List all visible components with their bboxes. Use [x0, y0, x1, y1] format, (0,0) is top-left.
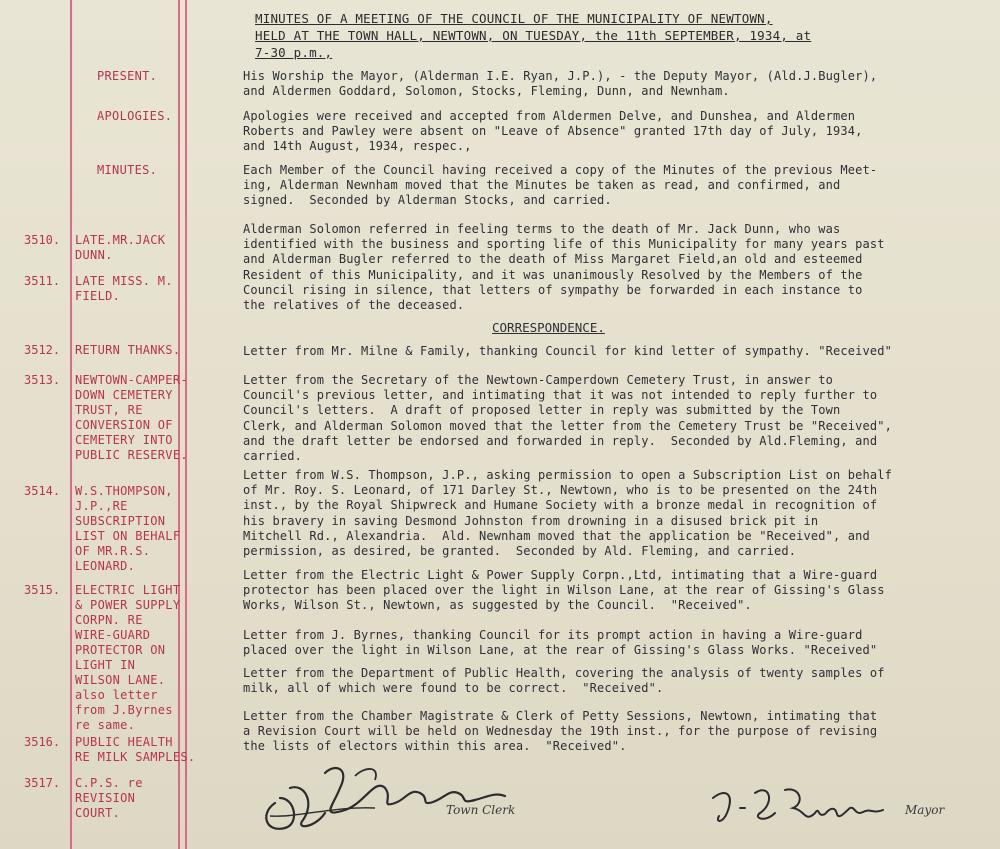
letter-3515-electric: Letter from the Electric Light & Power Supply Corpn.,Ltd, intimating that a Wire-guard protector has been placed over the light in Wilson Lane, at the rear of Gissing's Glass Works, Wilson St., Newtown, as suggested by the Council. "Received". [243, 568, 885, 613]
title-line-2: HELD AT THE TOWN HALL, NEWTOWN, ON TUESDAY, the 11th SEPTEMBER, 1934, at [255, 28, 812, 43]
present-label: PRESENT. [97, 69, 158, 83]
title-line-3: 7-30 p.m., [255, 45, 333, 60]
deaths-text: Alderman Solomon referred in feeling terms to the death of Mr. Jack Dunn, who was identified with the business and sporting life of this Municipality for many years past and Alderman Bugler referred to the death of Miss Margaret Field,an old and esteemed Resident of this Municipality, and it was unanimously Resolved by the Members of the Council rising in silence, that letters of sympathy be forwarded in each instance to the relatives of the deceased. [243, 222, 885, 313]
apologies-text: Apologies were received and accepted from Aldermen Delve, and Dunshea, and Aldermen Roberts and Pawley were absent on "Leave of Absence" granted 17th day of July, 1934, and 14th August, 1934, respec., [243, 109, 863, 154]
item-label-3516: PUBLIC HEALTH RE MILK SAMPLES. [75, 735, 196, 764]
minutes-text: Each Member of the Council having received a copy of the Minutes of the previous Meet- ing, Alderman Newnham moved that the Minutes be taken as read, and confirmed, and signed. Seconded by Alderman Stocks, and carried. [243, 163, 878, 208]
item-label-3511: LATE MISS. M. FIELD. [75, 274, 173, 303]
margin-rule-left [70, 0, 72, 849]
minutes-label: MINUTES. [97, 163, 158, 177]
item-number-3514: 3514. [24, 484, 61, 498]
present-text: His Worship the Mayor, (Alderman I.E. Ryan, J.P.), - the Deputy Mayor, (Ald.J.Bugler), and Aldermen Goddard, Solomon, Stocks, Fleming, Dunn, and Newnham. [243, 69, 878, 99]
apologies-label: APOLOGIES. [97, 109, 173, 123]
item-number-3513: 3513. [24, 373, 61, 387]
minutes-title [255, 10, 895, 61]
item-label-3515: ELECTRIC LIGHT & POWER SUPPLY CORPN. RE WIRE-GUARD PROTECTOR ON LIGHT IN WILSON LANE. also letter from J.Byrnes re same. [75, 583, 181, 732]
letter-3512: Letter from Mr. Milne & Family, thanking Council for kind letter of sympathy. "Received" [243, 344, 892, 358]
item-label-3514: W.S.THOMPSON, J.P.,RE SUBSCRIPTION LIST ON BEHALF OF MR.R.S. LEONARD. [75, 484, 181, 573]
town-clerk-signature [255, 758, 525, 838]
letter-3517: Letter from the Chamber Magistrate & Clerk of Petty Sessions, Newtown, intimating that a Revision Court will be held on Wednesday the 19th inst., for the purpose of revising the lists of electors within this area. "Received". [243, 709, 878, 754]
item-number-3511: 3511. [24, 274, 61, 288]
mayor-signature [705, 778, 895, 838]
item-number-3515: 3515. [24, 583, 61, 597]
mayor-label: Mayor [905, 803, 945, 817]
item-number-3516: 3516. [24, 735, 61, 749]
correspondence-heading: CORRESPONDENCE. [492, 320, 605, 335]
town-clerk-label: Town Clerk [446, 803, 516, 817]
item-label-3510: LATE.MR.JACK DUNN. [75, 233, 166, 262]
item-label-3512: RETURN THANKS. [75, 343, 181, 357]
item-number-3510: 3510. [24, 233, 61, 247]
letter-3514: Letter from W.S. Thompson, J.P., asking permission to open a Subscription List on behalf of Mr. Roy. S. Leonard, of 171 Darley St., Newtown, who is to be presented on the 24th inst., by the Royal Shipwreck and Humane Society with a bronze medal in recognition of his bravery in saving Desmond Johnston from drowning in a disused brick pit in Mitchell Rd., Alexandria. Ald. Newnham moved that the application be "Received", and permission, as desired, be granted. Seconded by Ald. Fleming, and carried. [243, 468, 892, 559]
item-number-3517: 3517. [24, 776, 61, 790]
letter-3516: Letter from the Department of Public Health, covering the analysis of twenty samples of milk, all of which were found to be correct. "Received". [243, 666, 885, 696]
title-line-1: MINUTES OF A MEETING OF THE COUNCIL OF THE MUNICIPALITY OF NEWTOWN, [255, 11, 773, 26]
item-label-3513: NEWTOWN-CAMPER- DOWN CEMETERY TRUST, RE CONVERSION OF CEMETERY INTO PUBLIC RESERVE. [75, 373, 188, 462]
letter-3515-byrnes: Letter from J. Byrnes, thanking Council for its prompt action in having a Wire-guard placed over the light in Wilson Lane, at the rear of Gissing's Glass Works. "Received" [243, 628, 878, 658]
item-number-3512: 3512. [24, 343, 61, 357]
letter-3513: Letter from the Secretary of the Newtown-Camperdown Cemetery Trust, in answer to Council's previous letter, and intimating that it was not intended to reply further to Council's letters. A draft of proposed letter in reply was submitted by the Town Clerk, and Alderman Solomon moved that the letter from the Cemetery Trust be "Received", and the draft letter be endorsed and forwarded in reply. Seconded by Ald.Fleming, and carried. [243, 373, 892, 464]
item-label-3517: C.P.S. re REVISION COURT. [75, 776, 143, 820]
